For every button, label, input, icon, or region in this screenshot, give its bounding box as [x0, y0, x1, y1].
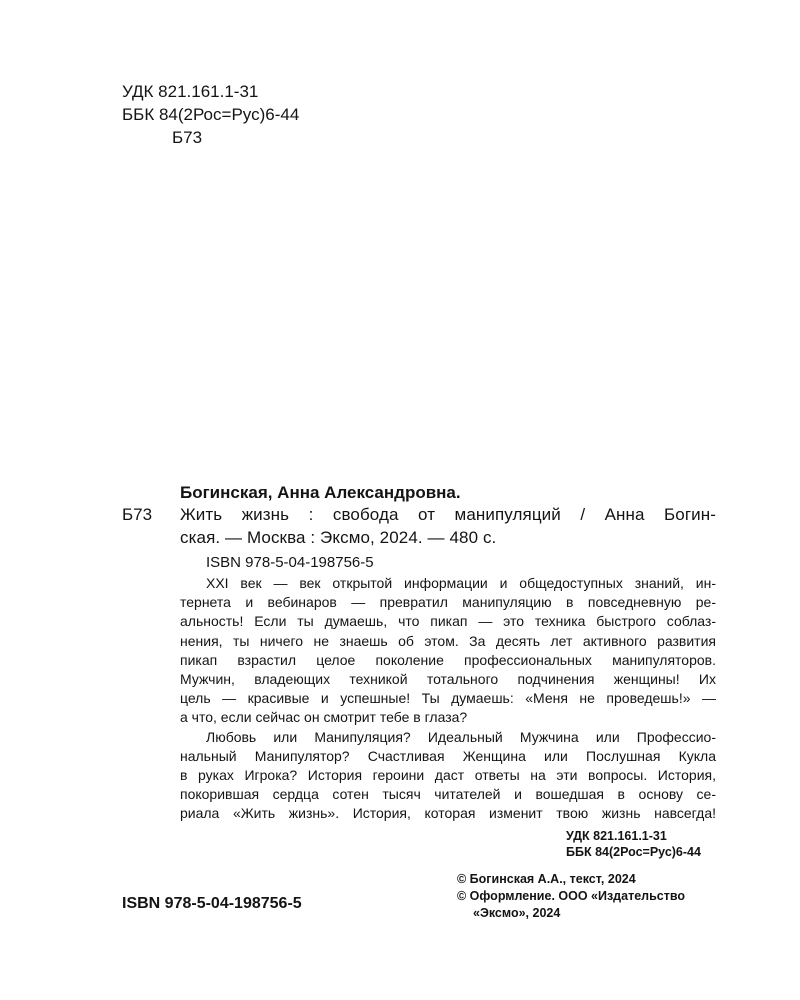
annotation [180, 574, 716, 824]
annotation-line: нения, ты ничего не знаешь об этом. За десять лет активного развития [180, 632, 716, 649]
annotation-line: цель — красивые и успешные! Ты думаешь: «Меня не проведешь!» — [180, 690, 716, 707]
copyright-design: © Оформление. ООО «Издательство [457, 889, 685, 903]
entry-cutter-code: Б73 [122, 505, 153, 524]
annotation-line: в руках Игрока? История героини даст ответы на эти вопросы. История, [180, 767, 716, 784]
annotation-line: а что, если сейчас он смотрит тебе в глаза? [180, 709, 468, 726]
copyright-publisher: «Эксмо», 2024 [473, 906, 561, 920]
annotation-line: Мужчин, владеющих техникой тотального подчинения женщины! Их [180, 671, 716, 688]
cutter-code: Б73 [172, 128, 203, 147]
bbk-code-right: ББК 84(2Рос=Рус)6-44 [566, 845, 701, 859]
entry-isbn: ISBN 978-5-04-198756-5 [206, 554, 374, 571]
annotation-line: альность! Если ты думаешь, что пикап — это техника быстрого соблаз- [180, 613, 716, 630]
isbn-footer: ISBN 978-5-04-198756-5 [122, 895, 302, 912]
copyright-text: © Богинская А.А., текст, 2024 [457, 872, 636, 886]
udk-code-right: УДК 821.161.1-31 [566, 829, 667, 843]
classification-codes-right [566, 828, 701, 860]
annotation-line: риала «Жить жизнь». История, которая изменит твою жизнь навсегда! [180, 805, 716, 822]
annotation-line: тернета и вебинаров — превратил манипуляцию в повседневную ре- [180, 594, 716, 611]
bbk-code: ББК 84(2Рос=Рус)6-44 [122, 105, 300, 124]
classification-block [122, 80, 299, 149]
annotation-line: XXI век — век открытой информации и общедоступных знаний, ин- [206, 575, 716, 591]
author-heading: Богинская, Анна Александровна. [180, 483, 461, 502]
bib-line: ская. — Москва : Эксмо, 2024. — 480 с. [180, 528, 497, 547]
annotation-line: нальный Манипулятор? Счастливая Женщина или Послушная Кукла [180, 747, 716, 764]
bibliographic-description [180, 503, 716, 549]
copyright-block [457, 871, 685, 922]
bib-line: Жить жизнь : свобода от манипуляций / Анна Богин- [180, 505, 716, 524]
annotation-line: пикап взрастил целое поколение профессиональных манипуляторов. [180, 651, 716, 668]
annotation-line: Любовь или Манипуляция? Идеальный Мужчина или Профессио- [206, 728, 716, 745]
annotation-line: покорившая сердца сотен тысяч читателей и вошедшая в основу се- [180, 786, 716, 803]
udk-code: УДК 821.161.1-31 [122, 82, 259, 101]
